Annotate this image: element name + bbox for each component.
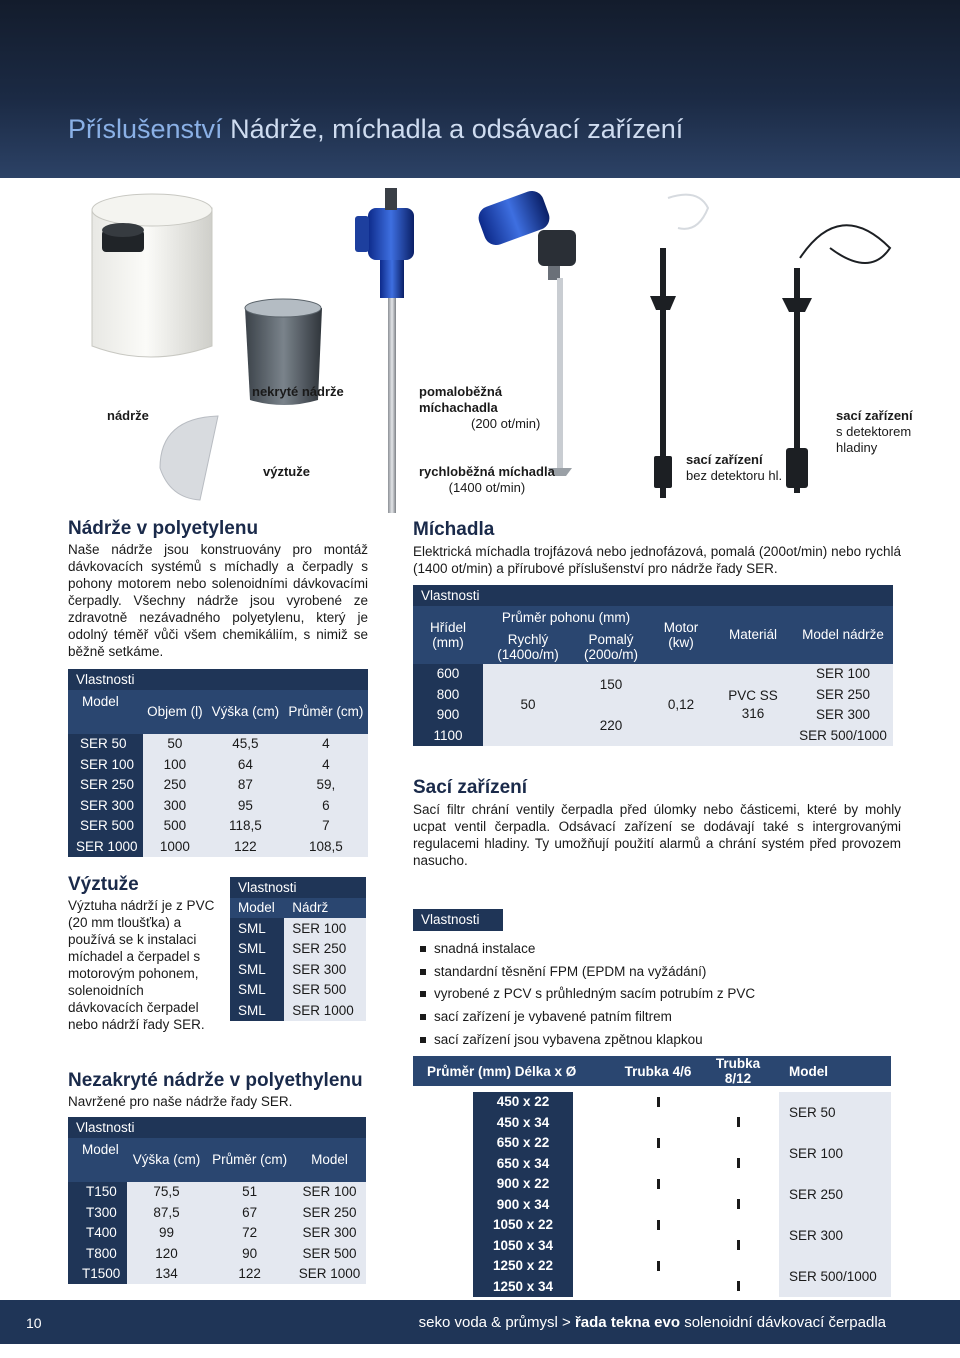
tube-46-mark <box>657 1261 660 1271</box>
tube-812-mark <box>737 1117 740 1127</box>
tanks-cell: 95 <box>207 795 284 816</box>
caption-fast-mixer <box>419 464 555 496</box>
caption-tank <box>107 408 149 424</box>
tanks-cell: 4 <box>284 754 368 775</box>
tanks-table-caption: Vlastnosti <box>68 669 368 690</box>
tanks-cell: 500 <box>143 816 207 837</box>
tanks-cell: 50 <box>143 734 207 755</box>
tanks-cell: SER 500 <box>68 816 143 837</box>
table-row <box>68 1182 366 1203</box>
tube-812-mark <box>737 1281 740 1291</box>
caption-open-tank-text: nekryté nádrže <box>252 384 344 399</box>
caption-suction-detector <box>836 408 916 456</box>
table-row <box>68 836 368 857</box>
suction-model-cell: SER 500/1000 <box>779 1256 891 1297</box>
open-tanks-cell: 122 <box>206 1264 293 1285</box>
suction-col-tube-812: Trubka 8/12 <box>697 1056 779 1086</box>
product-images <box>0 178 960 513</box>
suction-model-cell: SER 250 <box>779 1174 891 1215</box>
tanks-cell: 1000 <box>143 836 207 857</box>
tanks-cell: 64 <box>207 754 284 775</box>
open-tanks-cell: T400 <box>68 1223 127 1244</box>
list-item: sací zařízení jsou vybavena zpětnou klapkou <box>420 1029 755 1052</box>
open-tanks-cell: 134 <box>127 1264 206 1285</box>
mixers-col-slow: Pomalý (200o/m) <box>573 630 649 664</box>
tanks-cell: SER 250 <box>68 775 143 796</box>
caption-slow-mixer-title: pomaloběžná míchachadla <box>419 384 503 415</box>
page-title <box>68 114 683 145</box>
table-row <box>68 816 368 837</box>
slow-mixer-image <box>355 188 414 513</box>
tanks-cell: SER 300 <box>68 795 143 816</box>
tanks-col-diameter: Průměr (cm) <box>284 690 368 734</box>
mixers-shaft-cell: 600 <box>413 664 483 685</box>
suction-size-cell: 450 x 22 <box>473 1092 573 1113</box>
tanks-cell: 7 <box>284 816 368 837</box>
suction-features-caption: Vlastnosti <box>413 909 503 931</box>
table-row <box>230 959 366 980</box>
braces-cell: SML <box>230 939 284 960</box>
table-row <box>230 1000 366 1021</box>
tanks-cell: 4 <box>284 734 368 755</box>
caption-suction-title: sací zařízení <box>686 452 763 467</box>
table-row <box>413 664 893 685</box>
mixers-heading: Míchadla <box>413 519 495 540</box>
tube-46-mark <box>657 1138 660 1148</box>
tanks-cell: 45,5 <box>207 734 284 755</box>
braces-cell: SER 1000 <box>284 1000 366 1021</box>
mixers-model-cell: SER 250 <box>793 684 893 705</box>
suction-size-cell: 1050 x 22 <box>473 1215 573 1236</box>
open-tanks-cell: SER 300 <box>293 1223 366 1244</box>
table-row <box>68 795 368 816</box>
table-row <box>230 939 366 960</box>
mixers-slow-cell: 150 <box>573 664 649 705</box>
open-tanks-cell: T1500 <box>68 1264 127 1285</box>
caption-open-tank <box>252 384 344 400</box>
tube-46-mark <box>657 1179 660 1189</box>
caption-fast-mixer-speed: (1400 ot/min) <box>448 480 526 495</box>
tanks-col-volume: Objem (l) <box>143 690 207 734</box>
tank-image <box>92 194 212 357</box>
caption-tank-text: nádrže <box>107 408 149 423</box>
mixers-table-caption: Vlastnosti <box>413 585 893 606</box>
open-tanks-cell: SER 1000 <box>293 1264 366 1285</box>
suction-model-cell: SER 300 <box>779 1215 891 1256</box>
braces-heading: Výztuže <box>68 874 139 895</box>
table-row <box>68 1264 366 1285</box>
open-tanks-col-model: Model <box>68 1138 127 1182</box>
tube-812-mark <box>737 1240 740 1250</box>
tanks-col-height: Výška (cm) <box>207 690 284 734</box>
table-row <box>230 980 366 1001</box>
suction-model-cell: SER 100 <box>779 1133 891 1174</box>
suction-size-cell: 1050 x 34 <box>473 1236 573 1257</box>
mixers-col-motor: Motor (kw) <box>649 606 713 664</box>
mixers-text: Elektrická míchadla trojfázová nebo jednofázová, pomalá (200ot/min) nebo rychlá (1400 ot/min) a přírubové příslušenství pro nádrže řady SER. <box>413 544 901 576</box>
tanks-cell: 118,5 <box>207 816 284 837</box>
list-item: standardní těsnění FPM (EPDM na vyžádání) <box>420 961 755 984</box>
braces-cell: SML <box>230 980 284 1001</box>
open-tanks-cell: 90 <box>206 1243 293 1264</box>
braces-table <box>230 877 366 1021</box>
table-row <box>413 1256 891 1277</box>
braces-table-caption: Vlastnosti <box>230 877 366 898</box>
product-illustrations <box>0 178 960 513</box>
caption-suction-sub: bez detektoru hl. <box>686 468 783 483</box>
tanks-cell: 122 <box>207 836 284 857</box>
page-title-category: Příslušenství <box>68 114 223 144</box>
brace-image <box>160 416 218 500</box>
suction-table <box>413 1056 891 1297</box>
caption-suction <box>686 452 782 484</box>
tanks-cell: 59, <box>284 775 368 796</box>
suction-col-model: Model <box>779 1056 891 1086</box>
tanks-cell: 250 <box>143 775 207 796</box>
tanks-cell: 87 <box>207 775 284 796</box>
fast-mixer-image <box>475 188 576 476</box>
caption-suction-detector-sub: s detektorem hladiny <box>836 424 912 455</box>
mixers-col-fast: Rychlý (1400o/m) <box>483 630 573 664</box>
list-item: vyrobené z PCV s průhledným sacím potrubím z PVC <box>420 983 755 1006</box>
caption-slow-mixer-speed: (200 ot/min) <box>471 416 541 431</box>
open-tanks-heading: Nezakryté nádrže v polyethylenu <box>68 1070 363 1091</box>
table-row <box>230 918 366 939</box>
braces-cell: SER 100 <box>284 918 366 939</box>
suction-col-size: Průměr (mm) Délka x Ø <box>413 1056 619 1086</box>
open-tanks-cell: 72 <box>206 1223 293 1244</box>
mixers-material-cell: PVC SS 316 <box>713 664 793 746</box>
braces-col-tank: Nádrž <box>284 898 366 919</box>
tanks-cell: 100 <box>143 754 207 775</box>
open-tanks-col-diameter: Průměr (cm) <box>206 1138 293 1182</box>
caption-fast-mixer-title: rychloběžná míchadla <box>419 464 555 479</box>
table-row <box>68 1243 366 1264</box>
open-tanks-cell: T150 <box>68 1182 127 1203</box>
tanks-cell: SER 100 <box>68 754 143 775</box>
mixers-col-diameter: Průměr pohonu (mm) <box>483 606 649 630</box>
braces-cell: SML <box>230 918 284 939</box>
mixers-col-tank-model: Model nádrže <box>793 606 893 664</box>
mixers-motor-cell: 0,12 <box>649 664 713 746</box>
footer-product: solenoidní dávkovací čerpadla <box>684 1314 886 1331</box>
table-row <box>68 775 368 796</box>
open-tanks-col-tank-model: Model <box>293 1138 366 1182</box>
open-tanks-cell: 67 <box>206 1202 293 1223</box>
mixers-model-cell: SER 300 <box>793 705 893 726</box>
caption-brace <box>263 464 310 480</box>
caption-brace-text: výztuže <box>263 464 310 479</box>
open-tanks-cell: SER 100 <box>293 1182 366 1203</box>
braces-cell: SML <box>230 1000 284 1021</box>
tanks-text: Naše nádrže jsou konstruovány pro montáž dávkovacích systémů s míchadly a čerpadly s pohony motorem nebo solenoidními dávkovacími čerpadly. Všechny nádrže jsou vyrobené ze zdravotně nezávadného polyetylenu, který je odolný téměř vůči všem chemikáliím, s nimiž se běžně setkáme. <box>68 542 368 659</box>
braces-col-model: Model <box>230 898 284 919</box>
page-number: 10 <box>26 1315 42 1331</box>
open-tanks-cell: 87,5 <box>127 1202 206 1223</box>
tanks-col-model: Model <box>68 690 143 734</box>
table-row <box>413 1215 891 1236</box>
table-row <box>413 1133 891 1154</box>
mixers-table <box>413 585 893 746</box>
open-tanks-col-height: Výška (cm) <box>127 1138 206 1182</box>
tube-812-mark <box>737 1199 740 1209</box>
tube-812-mark <box>737 1158 740 1168</box>
suction-model-cell: SER 50 <box>779 1092 891 1133</box>
mixers-col-material: Materiál <box>713 606 793 664</box>
tanks-cell: SER 1000 <box>68 836 143 857</box>
suction-size-cell: 900 x 34 <box>473 1195 573 1216</box>
mixers-shaft-cell: 800 <box>413 684 483 705</box>
braces-cell: SER 500 <box>284 980 366 1001</box>
suction-size-cell: 1250 x 22 <box>473 1256 573 1277</box>
suction-size-cell: 900 x 22 <box>473 1174 573 1195</box>
open-tanks-text: Navržené pro naše nádrže řady SER. <box>68 1094 293 1109</box>
tanks-table <box>68 669 368 857</box>
open-tanks-cell: T300 <box>68 1202 127 1223</box>
braces-text: Výztuha nádrží je z PVC (20 mm tloušťka) a používá se k instalaci míchadel a čerpadel s motorovým pohonem, solenoidních dávkovacích čerpadel nebo nádrží řady SER. <box>68 898 215 1032</box>
suction-size-cell: 1250 x 34 <box>473 1277 573 1298</box>
open-tanks-cell: T800 <box>68 1243 127 1264</box>
tanks-cell: SER 50 <box>68 734 143 755</box>
table-row <box>413 1174 891 1195</box>
list-item: sací zařízení je vybavené patním filtrem <box>420 1006 755 1029</box>
table-row <box>68 754 368 775</box>
tanks-cell: 300 <box>143 795 207 816</box>
suction-features-list <box>420 938 755 1051</box>
page-title-main: Nádrže, míchadla a odsávací zařízení <box>230 114 684 144</box>
table-row <box>68 1223 366 1244</box>
footer-brand: seko voda & průmysl <box>418 1314 558 1331</box>
suction-size-cell: 650 x 22 <box>473 1133 573 1154</box>
open-tanks-cell: SER 500 <box>293 1243 366 1264</box>
suction-size-cell: 650 x 34 <box>473 1154 573 1175</box>
open-tanks-cell: 120 <box>127 1243 206 1264</box>
tube-46-mark <box>657 1097 660 1107</box>
table-row <box>413 1092 891 1113</box>
suction-size-cell: 450 x 34 <box>473 1113 573 1134</box>
footer-series: řada tekna evo <box>574 1314 681 1331</box>
braces-cell: SER 250 <box>284 939 366 960</box>
tube-46-mark <box>657 1220 660 1230</box>
suction-heading: Sací zařízení <box>413 777 528 798</box>
suction-text: Sací filtr chrání ventily čerpadla před úlomky nebo částicemi, které by mohly ucpat ventil čerpadla. Odsávací zařízení se dodávají také s intergrovanými regulacemi hladiny. Ty umožňují použití alarmů a chrání systém před provozem nasucho. <box>413 802 901 868</box>
footer-text <box>419 1314 886 1331</box>
caption-slow-mixer <box>419 384 549 432</box>
table-row <box>68 734 368 755</box>
header-band <box>0 0 960 178</box>
braces-cell: SML <box>230 959 284 980</box>
open-tanks-cell: 75,5 <box>127 1182 206 1203</box>
mixers-shaft-cell: 1100 <box>413 725 483 746</box>
tanks-heading: Nádrže v polyetylenu <box>68 518 259 539</box>
open-tanks-table <box>68 1117 366 1284</box>
tanks-cell: 6 <box>284 795 368 816</box>
caption-suction-detector-title: sací zařízení <box>836 408 913 423</box>
open-tanks-cell: 99 <box>127 1223 206 1244</box>
mixers-slow-cell: 220 <box>573 705 649 746</box>
footer-arrow: > <box>562 1314 571 1331</box>
braces-cell: SER 300 <box>284 959 366 980</box>
table-row <box>68 1202 366 1223</box>
open-tanks-table-caption: Vlastnosti <box>68 1117 366 1138</box>
mixers-fast-cell: 50 <box>483 664 573 746</box>
suction-col-tube-46: Trubka 4/6 <box>619 1056 697 1086</box>
open-tanks-cell: 51 <box>206 1182 293 1203</box>
mixers-model-cell: SER 100 <box>793 664 893 685</box>
list-item: snadná instalace <box>420 938 755 961</box>
mixers-shaft-cell: 900 <box>413 705 483 726</box>
mixers-col-shaft: Hřídel (mm) <box>413 606 483 664</box>
open-tanks-cell: SER 250 <box>293 1202 366 1223</box>
mixers-model-cell: SER 500/1000 <box>793 725 893 746</box>
tanks-cell: 108,5 <box>284 836 368 857</box>
